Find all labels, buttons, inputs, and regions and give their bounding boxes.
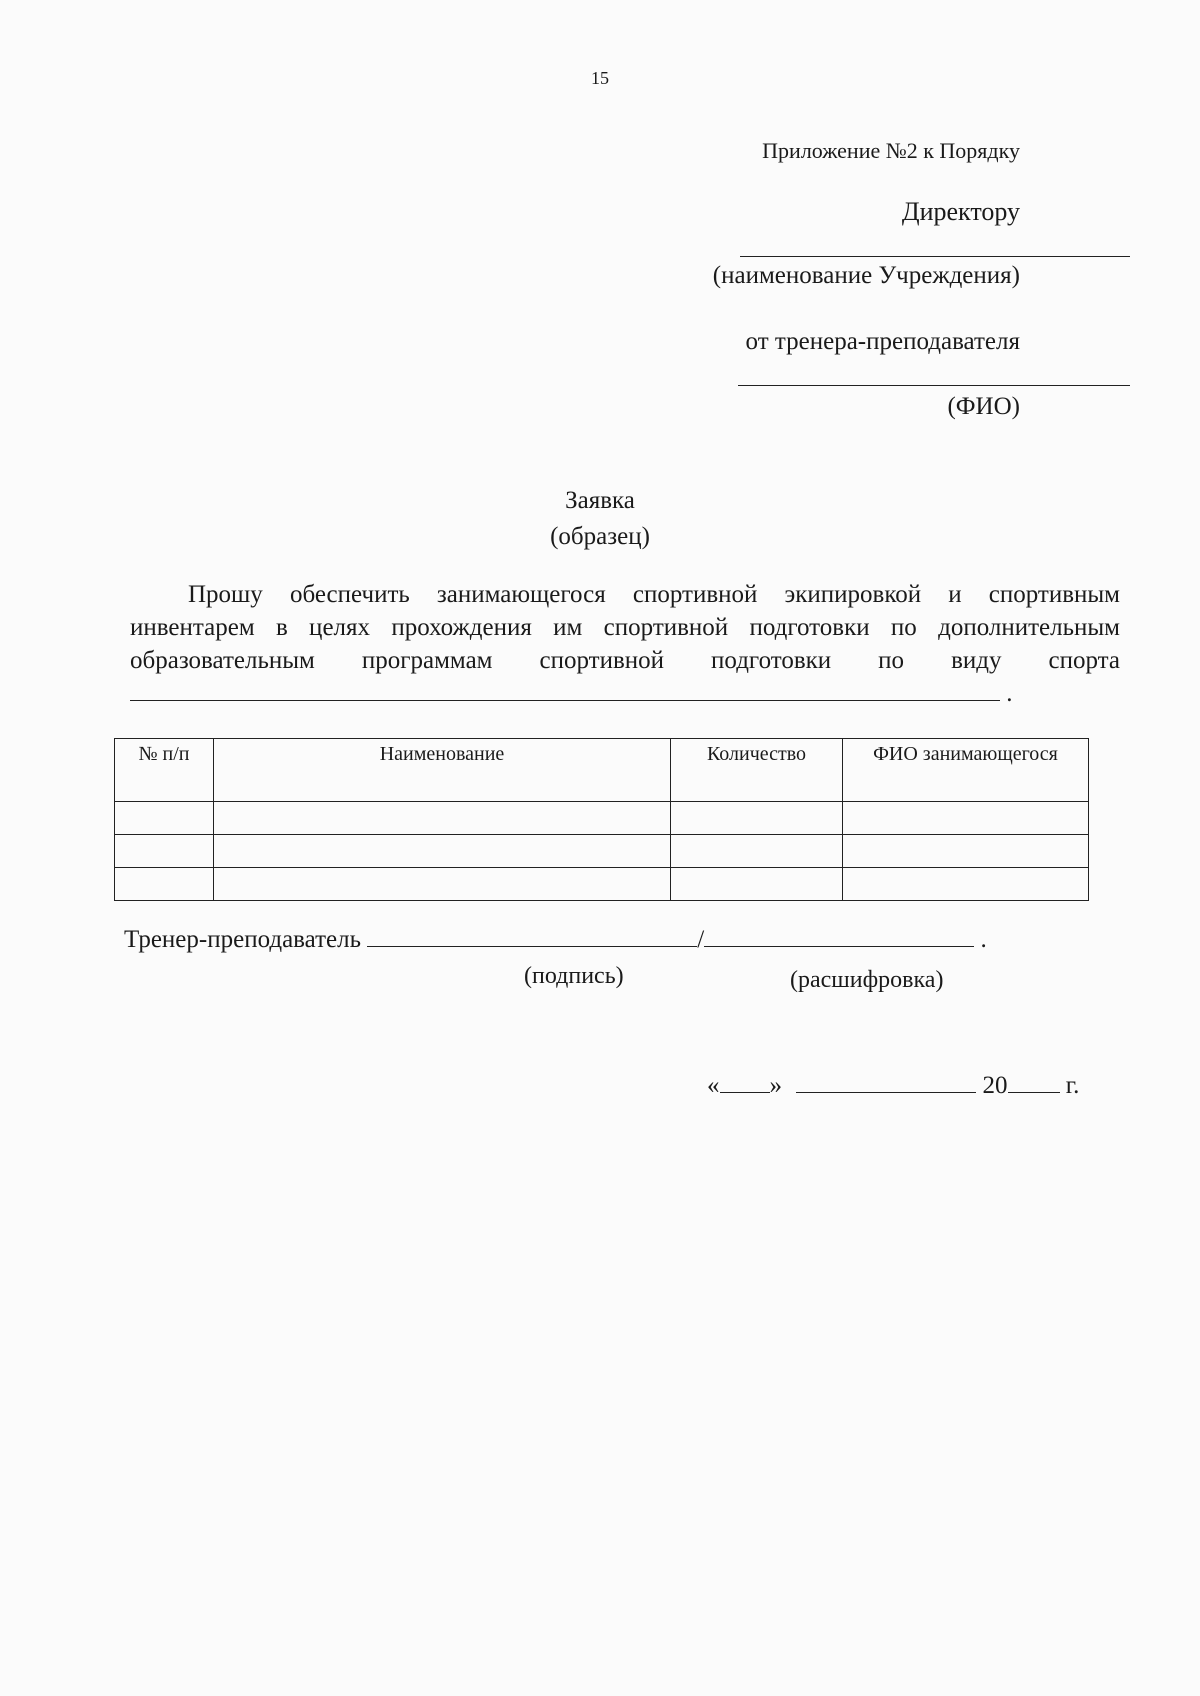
signature-period: . (980, 926, 987, 953)
table-cell (214, 802, 671, 835)
date-row (707, 1072, 1079, 1100)
document-subtitle: (образец) (550, 523, 650, 550)
signature-caption: (подпись) (524, 963, 624, 989)
signature-fill-line (367, 924, 697, 947)
table-cell (843, 802, 1089, 835)
decoding-fill-line (704, 924, 974, 947)
year-prefix: 20 (982, 1072, 1008, 1099)
addressee: Директору (901, 197, 1020, 226)
fio-caption: (ФИО) (947, 393, 1020, 420)
table-cell (115, 802, 214, 835)
table-row (115, 802, 1089, 835)
table-cell (115, 868, 214, 901)
table-cell (214, 868, 671, 901)
sport-label: спорта (1048, 647, 1120, 674)
institution-caption: (наименование Учреждения) (712, 262, 1020, 289)
day-fill-line (720, 1072, 770, 1093)
header-name: Наименование (214, 739, 671, 802)
signature-row (124, 924, 987, 954)
decoding-caption: (расшифровка) (790, 967, 944, 993)
year-suffix: г. (1065, 1072, 1080, 1099)
header-fio: ФИО занимающегося (843, 739, 1089, 802)
table-cell (671, 868, 843, 901)
trainer-fio-fill-line (738, 385, 1130, 386)
table-row (115, 835, 1089, 868)
table-cell (671, 835, 843, 868)
signature-separator: / (697, 926, 705, 953)
sport-fill-line (130, 678, 1000, 701)
table-cell (843, 868, 1089, 901)
institution-fill-line (740, 256, 1130, 257)
request-paragraph (130, 578, 1120, 710)
table-cell (843, 835, 1089, 868)
sport-period: . (1006, 680, 1013, 707)
year-fill-line (1008, 1072, 1060, 1093)
document-title: Заявка (565, 487, 635, 514)
table-cell (115, 835, 214, 868)
table-header-row (115, 739, 1089, 802)
table-cell (214, 835, 671, 868)
table-row (115, 868, 1089, 901)
from-trainer-line: от тренера-преподавателя (745, 328, 1020, 355)
equipment-table (114, 738, 1088, 901)
header-quantity: Количество (671, 739, 843, 802)
table-cell (671, 802, 843, 835)
page-number: 15 (591, 68, 609, 88)
request-text: Прошу обеспечить занимающегося спортивной экипировкой и спортивным инвентарем в целях прохождения им спортивной подготовки по дополнительным образовательным программам спортивной подготовки по виду (130, 581, 1120, 674)
month-fill-line (796, 1072, 976, 1093)
header-number: № п/п (115, 739, 214, 802)
signature-role: Тренер-преподаватель (124, 926, 361, 953)
appendix-reference: Приложение №2 к Порядку (762, 138, 1020, 163)
date-open-quote: « (707, 1072, 720, 1099)
date-close-quote: » (769, 1072, 782, 1099)
